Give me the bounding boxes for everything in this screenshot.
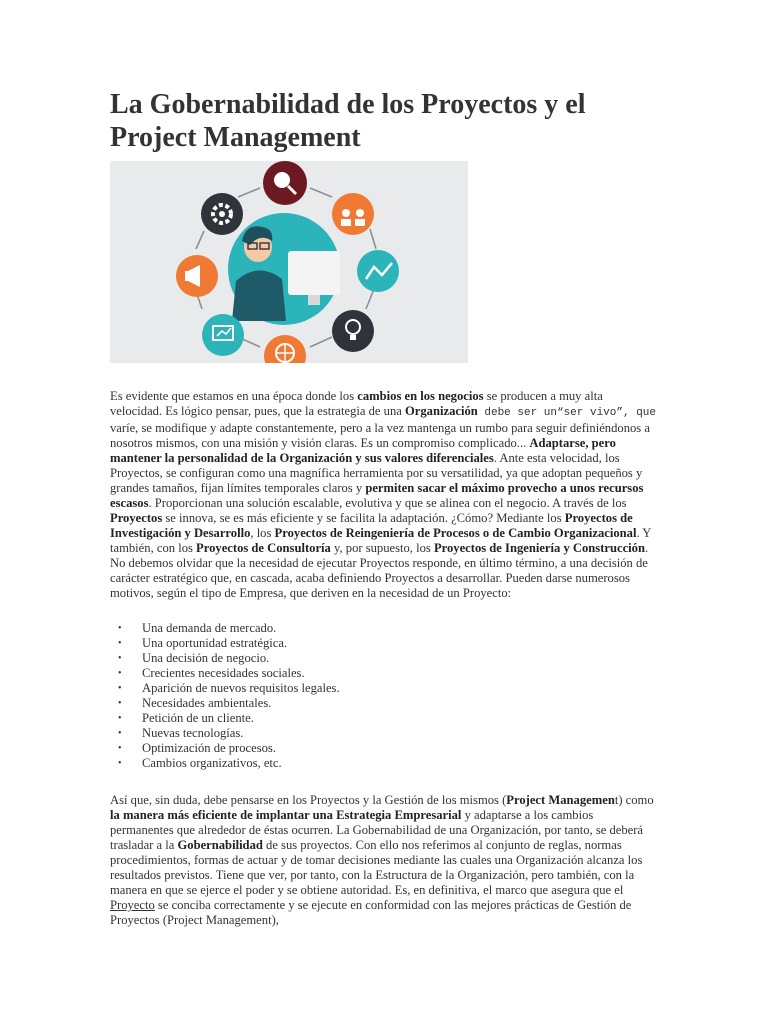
list-item: • Una oportunidad estratégica.: [110, 636, 658, 651]
list-item: • Una decisión de negocio.: [110, 651, 658, 666]
paragraph-intro: Es evidente que estamos en una época donde los cambios en los negocios se producen a muy alta velocidad. Es lógico pensar, pues, que la estrategia de una Organización debe ser un“ser vivo”, que varíe, se modifique y adapte constantemente, pero a la vez mantenga un rumbo para seguir definiéndonos a nosotros mismos, con una misión y visión claras. Es un compromiso complicado... Adaptarse, pero mantener la personalidad de la Organización y sus valores diferenciales. Ante esta velocidad, los Proyectos, se configuran como una magnífica herramienta por su versatilidad, ya que adoptan pequeños y grandes tamaños, fijan límites temporales claros y permiten sacar el máximo provecho a unos recursos escasos. Proporcionan una solución escalable, evolutiva y que se alinea con el negocio. A través de los Proyectos se innova, se es más eficiente y se facilita la adaptación. ¿Cómo? Mediante los Proyectos de Investigación y Desarrollo, los Proyectos de Reingeniería de Procesos o de Cambio Organizacional. Y también, con los Proyectos de Consultoría y, por supuesto, los Proyectos de Ingeniería y Construcción. No debemos olvidar que la necesidad de ejecutar Proyectos responde, en último término, a una decisión de carácter estratégico que, en cascada, acaba definiendo Proyectos a desarrollar. Pueden darse numerosos motivos, según el tipo de Empresa, que deriven en la necesidad de un Proyecto:: [110, 389, 656, 600]
reasons-list: [110, 621, 658, 771]
article-body: [110, 389, 658, 928]
megaphone-icon: [176, 255, 218, 297]
lightbulb-icon: [332, 310, 374, 352]
hero-illustration: [110, 161, 468, 363]
paragraph-governance: Así que, sin duda, debe pensarse en los Proyectos y la Gestión de los mismos (Project Management) como la manera más eficiente de implantar una Estrategia Empresarial y adaptarse a los cambios permanentes que alrededor de éstas ocurren. La Gobernabilidad de una Organización, por tanto, se deberá trasladar a la Gobernabilidad de sus proyectos. Con ello nos referimos al conjunto de reglas, normas procedimientos, formas de actuar y de tomar decisiones mediante las cuales una Organización alcanza los resultados previstos. Tiene que ver, por tanto, con la Estructura de la Organización, pero también, con la manera en que se ejerce el poder y se obtiene autoridad. Es, en definitiva, el marco que asegura que el Proyecto se conciba correctamente y se ejecute en conformidad con las mejores prácticas de Gestión de Proyectos (Project Management),: [110, 793, 654, 927]
hero-svg: [110, 161, 468, 363]
people-chat-icon: [332, 193, 374, 235]
list-item: • Petición de un cliente.: [110, 711, 658, 726]
globe-icon: [264, 335, 306, 363]
list-item: • Cambios organizativos, etc.: [110, 756, 658, 771]
presentation-icon: [202, 314, 244, 356]
list-item: • Optimización de procesos.: [110, 741, 658, 756]
gear-icon: [201, 193, 243, 235]
proyecto-link[interactable]: Proyecto: [110, 898, 155, 912]
chart-line-icon: [357, 250, 399, 292]
list-item: • Crecientes necesidades sociales.: [110, 666, 658, 681]
list-item: • Nuevas tecnologías.: [110, 726, 658, 741]
person-at-computer-icon: [228, 213, 340, 325]
search-icon: [263, 161, 307, 205]
page-title: La Gobernabilidad de los Proyectos y el Project Management: [110, 89, 586, 153]
list-item: • Aparición de nuevos requisitos legales.: [110, 681, 658, 696]
list-item: • Una demanda de mercado.: [110, 621, 658, 636]
list-item: • Necesidades ambientales.: [110, 696, 658, 711]
